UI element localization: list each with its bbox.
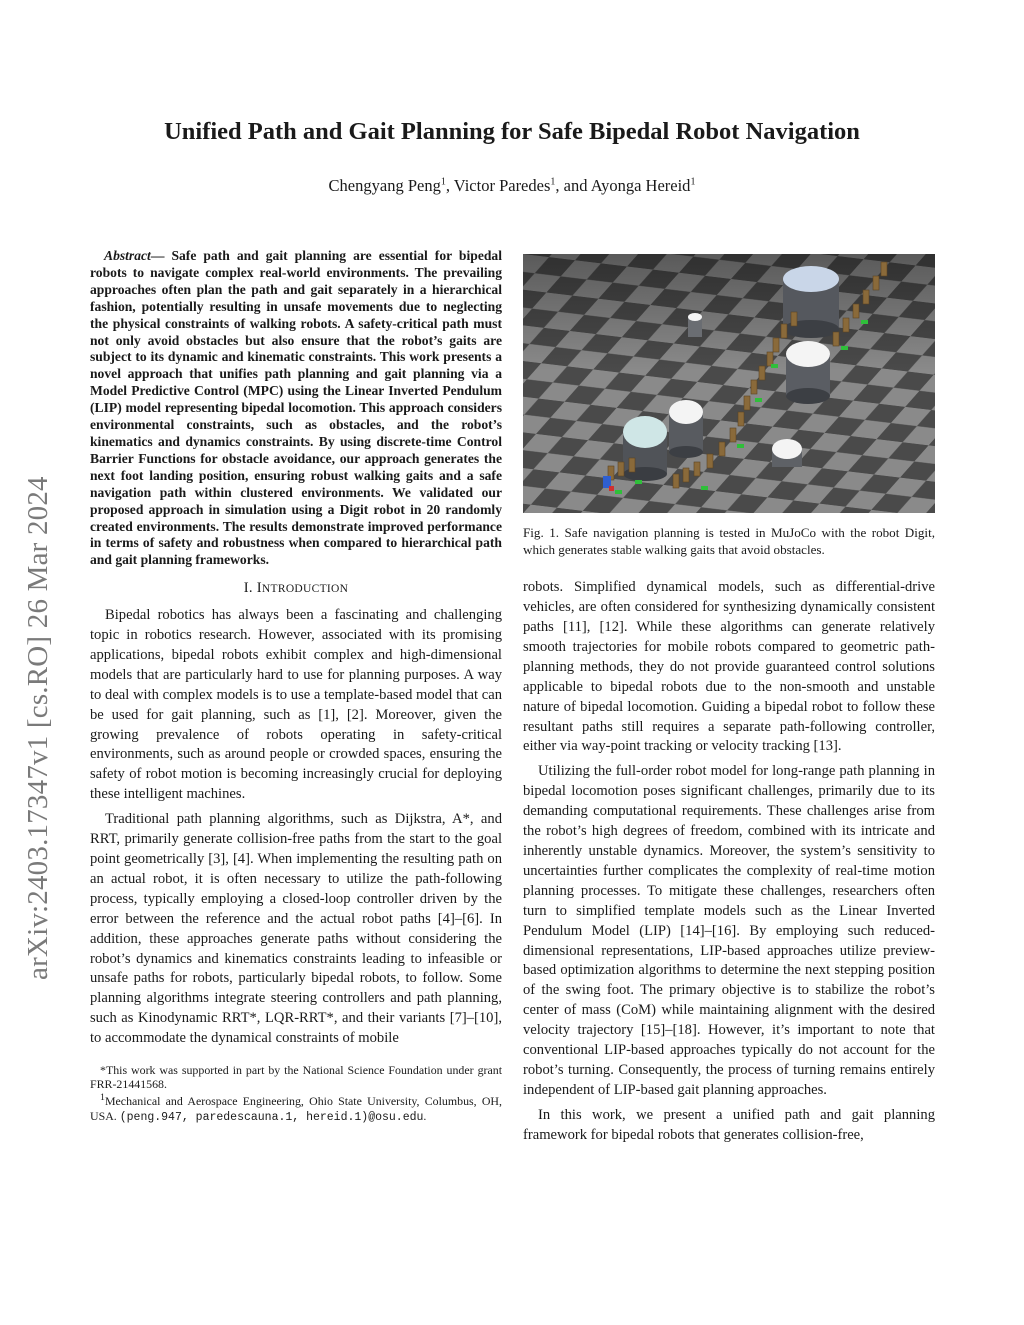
- author-affiliation-mark: 1: [440, 176, 446, 188]
- author-affiliation-mark: 1: [550, 176, 556, 188]
- abstract-dash: —: [150, 248, 172, 263]
- obstacle-cylinder: [786, 341, 830, 404]
- right-column: [523, 254, 935, 1146]
- section-numeral: I. I: [243, 580, 262, 597]
- abstract: [90, 248, 502, 569]
- obstacle-cylinder: [688, 313, 702, 337]
- abstract-label: Abstract: [104, 248, 151, 263]
- figure-caption: Fig. 1. Safe navigation planning is tested in MuJoCo with the robot Digit, which generates stable walking gaits that avoid obstacles.: [523, 525, 935, 557]
- author-list: [60, 176, 964, 196]
- body-paragraph: In this work, we present a unified path and gait planning framework for bipedal robots that generates collision-free,: [523, 1106, 935, 1143]
- section-heading-introduction: [90, 579, 502, 600]
- author-separator: , and: [555, 176, 591, 195]
- affiliation-footnote: [90, 1091, 502, 1124]
- body-paragraph: Utilizing the full-order robot model for long-range path planning in bipedal locomotion poses significant challenges, primarily due to its demanding computational requirements. These challenges arise from the robot’s high degrees of freedom, combined with its intricate and inherently unstable dynamics. Moreover, the system’s sensitivity to uncertainties further complicates the complexity of real-time motion planning processes. To mitigate these challenges, researchers often turn to simplified template models such as the Linear Inverted Pendulum Model (LIP) [14]–[16]. By employing such reduced-dimensional representations, LIP-based approaches utilize preview-based optimization algorithms to determine the next stepping position of the swing foot. The primary objective is to stabilize the robot’s center of mass (CoM) while maintaining alignment with the desired velocity trajectory [15]–[18]. However, it’s important to note that conventional LIP-based approaches typically do not account for the robot’s turning. Consequently, the process of turning remains entirely independent of LIP-based gait planning approaches.: [523, 763, 935, 1098]
- section-title: NTRODUCTION: [261, 583, 349, 596]
- paper-title: Unified Path and Gait Planning for Safe Bipedal Robot Navigation: [164, 118, 860, 145]
- author-affiliation-mark: 1: [690, 176, 696, 188]
- simulation-figure: [523, 254, 935, 513]
- arxiv-identifier: arXiv:2403.17347v1 [cs.RO] 26 Mar 2024: [22, 476, 54, 980]
- floor-shading: [523, 254, 935, 513]
- affiliation-text: Mechanical and Aerospace Engineering, Ohio State University, Columbus, OH, USA.: [90, 1094, 502, 1123]
- abstract-text: Safe path and gait planning are essential for bipedal robots to navigate complex real-world environments. The prevailing approaches often plan the path and gait separately in a hierarchical fashion, potentially resulting in unsafe movements due to neglecting the physical constraints of walking robots. A safety-critical path must not only avoid obstacles but also ensure that the robot’s gaits are subject to its dynamic and kinematic constraints. This work presents a novel approach that unifies path planning and gait planning via a Model Predictive Control (MPC) using the Linear Inverted Pendulum (LIP) model representing bipedal locomotion. This approach considers environmental constraints, such as obstacles, and the robot’s kinematics and dynamics constraints. By using discrete-time Control Barrier Functions for obstacle avoidance, our approach generates the next foot landing position, ensuring robust walking gaits and a safe navigation path within clustered environments. We validated our proposed approach in simulation using a Digit robot in 20 randomly created environments. The results demonstrate improved performance in terms of safety and robustness when compared to hierarchical path and gait planning frameworks.: [90, 248, 502, 568]
- intro-paragraph: Bipedal robotics has always been a fascinating and challenging topic in robotics research. However, associated with its promising applications, bipedal robots exhibit complex and high-dimensional models that are particularly hard to use for planning purposes. A way to deal with complex models is to use a template-based model that can be used for gait planning, such as [1], [2]. Moreover, given the growing prevalence of robots operating in safety-critical environments, such as around people or crowded spaces, ensuring the safety of robot motion is becoming increasingly crucial for deploying these intelligent machines.: [90, 607, 502, 803]
- intro-paragraph: Traditional path planning algorithms, such as Dijkstra, A*, and RRT, primarily generate collision-free paths from the start to the goal point geometrically [3], [4]. When implementing the resulting path on an actual robot, it is often necessary to utilize the path-following process, typically employing a closed-loop controller driven by the error between the reference and the actual robot paths [4]–[6]. In addition, these approaches generate paths without considering the robot’s dynamics and kinematics constraints leading to infeasible or unsafe paths for robots, particularly bipedal robots, to follow. Some planning algorithms integrate steering controllers and path planning, such as Kinodynamic RRT*, LQR-RRT*, and their variants [7]–[10], to accommodate the dynamical constraints of mobile: [90, 811, 502, 1047]
- footnote-end: .: [423, 1108, 427, 1123]
- affiliation-mark: 1: [100, 1092, 105, 1104]
- left-column: [90, 248, 502, 1125]
- author-separator: ,: [445, 176, 454, 195]
- author-name: Ayonga Hereid: [590, 176, 691, 195]
- author-emails: (peng.947, paredescauna.1, hereid.1)@osu.edu: [119, 1110, 424, 1124]
- funding-footnote: *This work was supported in part by the National Science Foundation under grant FRR-21441568.: [90, 1063, 502, 1092]
- obstacle-cylinder: [772, 439, 802, 467]
- footnotes: [90, 1063, 502, 1125]
- author-name: Victor Paredes: [453, 176, 551, 195]
- obstacle-cylinder: [783, 266, 839, 338]
- author-name: Chengyang Peng: [328, 176, 441, 195]
- obstacle-cylinder: [669, 400, 703, 458]
- body-paragraph: robots. Simplified dynamical models, such as differential-drive vehicles, are often considered for synthesizing dynamically consistent paths [11], [12]. While these algorithms can generate relatively smooth trajectories for mobile robots compared to geometric path-planning methods, they do not provide guaranteed control solutions applicable to bipedal robots due to the non-smooth and unstable nature of bipedal locomotion. Guiding a bipedal robot to follow these resultant paths still requires a separate path-following controller, either via way-point tracking or velocity tracking [13].: [523, 579, 935, 755]
